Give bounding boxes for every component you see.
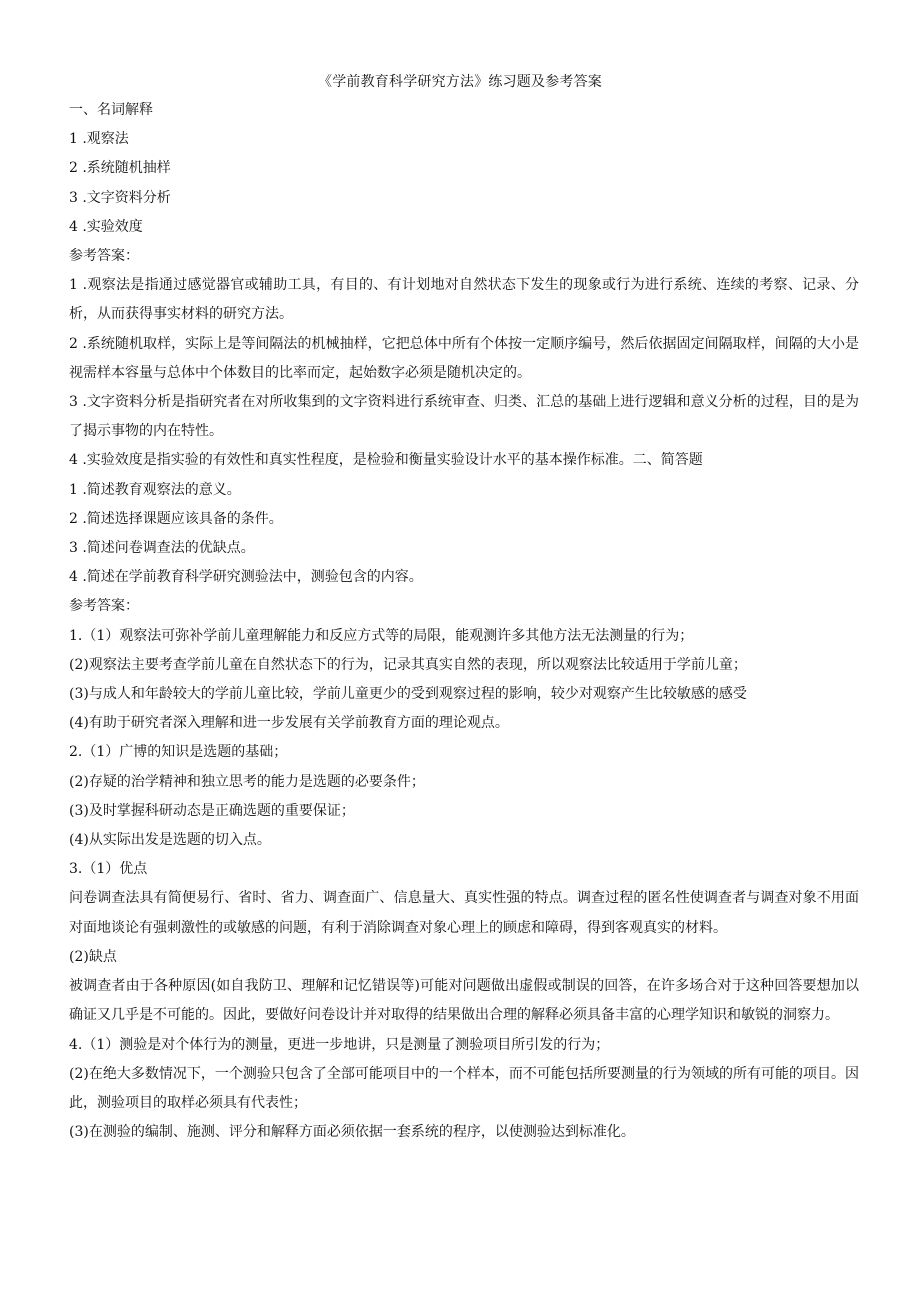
question-item: 1 .简述教育观察法的意义。 <box>69 481 241 498</box>
answer-paragraph: 2 .系统随机取样，实际上是等间隔法的机械抽样，它把总体中所有个体按一定顺序编号，然后依据固定间隔取样，间隔的大小是视需样本容量与总体中个体数目的比率而定，起始数字必须是随机决定的。 <box>69 335 859 381</box>
answer-paragraph: 问卷调查法具有简便易行、省时、省力、调查面广、信息量大、真实性强的特点。调查过程的匿名性使调查者与调查对象不用面对面地谈论有强刺激性的或敏感的问题，有利于消除调查对象心理上的顾虑和障碍，得到客观真实的材料。 <box>69 890 859 936</box>
answer-paragraph: 4 .实验效度是指实验的有效性和真实性程度，是检验和衡量实验设计水平的基本操作标准。二、简答题 <box>69 452 703 469</box>
answer-paragraph: (4)有助于研究者深入理解和进一步发展有关学前教育方面的理论观点。 <box>69 715 509 732</box>
section-heading: 一、名词解释 <box>69 102 153 118</box>
term-item: 1 .观察法 <box>69 131 129 148</box>
answer-paragraph: (3)与成人和年龄较大的学前儿童比较，学前儿童更少的受到观察过程的影响，较少对观察产生比较敏感的感受 <box>69 686 747 703</box>
answer-paragraph: 4.（1）测验是对个体行为的测量，更进一步地讲，只是测量了测验项目所引发的行为； <box>69 1036 610 1053</box>
answer-paragraph: (3)在测验的编制、施测、评分和解释方面必须依据一套系统的程序，以使测验达到标准化。 <box>69 1124 635 1141</box>
answer-paragraph: (2)存疑的治学精神和独立思考的能力是选题的必要条件； <box>69 773 425 790</box>
question-item: 2 .简述选择课题应该具备的条件。 <box>69 510 283 527</box>
answer-paragraph: (2)观察法主要考查学前儿童在自然状态下的行为，记录其真实自然的表现，所以观察法比较适用于学前儿童； <box>69 656 747 673</box>
answer-paragraph: 3 .文字资料分析是指研究者在对所收集到的文字资料进行系统审查、归类、汇总的基础上进行逻辑和意义分析的过程，目的是为了揭示事物的内在特性。 <box>69 394 859 440</box>
answer-paragraph: (2)缺点 <box>69 948 117 965</box>
answer-paragraph: 1 .观察法是指通过感觉器官或辅助工具，有目的、有计划地对自然状态下发生的现象或行为进行系统、连续的考察、记录、分析，从而获得事实材料的研究方法。 <box>69 277 859 323</box>
term-item: 2 .系统随机抽样 <box>69 160 171 177</box>
answer-paragraph: 2.（1）广博的知识是选题的基础； <box>69 744 288 761</box>
term-item: 4 .实验效度 <box>69 218 143 235</box>
answer-label: 参考答案： <box>69 248 139 265</box>
document-title: 《学前教育科学研究方法》练习题及参考答案 <box>318 74 602 90</box>
document-body <box>69 96 859 1147</box>
question-item: 4 .简述在学前教育科学研究测验法中，测验包含的内容。 <box>69 569 423 586</box>
answer-paragraph: 1.（1）观察法可弥补学前儿童理解能力和反应方式等的局限，能观测许多其他方法无法测量的行为； <box>69 627 694 644</box>
answer-paragraph: (4)从实际出发是选题的切入点。 <box>69 832 271 849</box>
answer-paragraph: 被调查者由于各种原因(如自我防卫、理解和记忆错误等)可能对问题做出虚假或制误的回答，在许多场合对于这种回答要想加以确证又几乎是不可能的。因此，要做好问卷设计并对取得的结果做出合理的解释必须具备丰富的心理学知识和敏锐的洞察力。 <box>69 978 859 1024</box>
answer-paragraph: (2)在绝大多数情况下，一个测验只包含了全部可能项目中的一个样本，而不可能包括所要测量的行为领域的所有可能的项目。因此，测验项目的取样必须具有代表性； <box>69 1065 859 1111</box>
question-item: 3 .简述问卷调查法的优缺点。 <box>69 540 255 557</box>
answer-paragraph: 3.（1）优点 <box>69 861 148 878</box>
answer-paragraph: (3)及时掌握科研动态是正确选题的重要保证； <box>69 802 355 819</box>
answer-label: 参考答案： <box>69 598 139 615</box>
term-item: 3 .文字资料分析 <box>69 189 171 206</box>
